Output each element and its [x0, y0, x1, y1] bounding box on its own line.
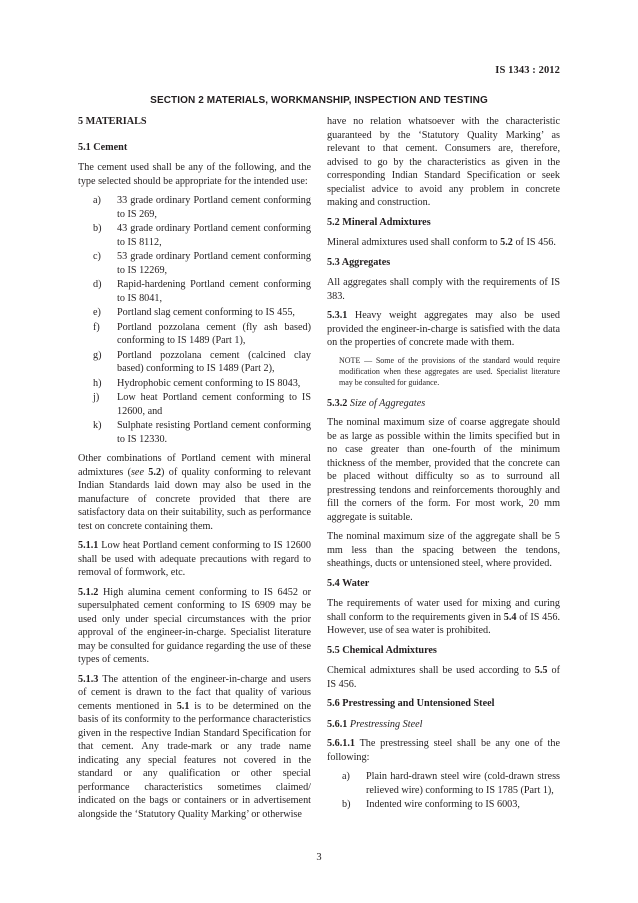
- paragraph-aggregates: All aggregates shall comply with the requirements of IS 383.: [327, 277, 560, 302]
- clause-5-3-1: 5.3.1 Heavy weight aggregates may also be used provided the engineer-in-charge is satisfied with the data on the properties of concrete made with them.: [327, 310, 560, 348]
- right-column: [327, 115, 560, 818]
- left-column: [78, 115, 311, 827]
- list-item: [78, 391, 311, 418]
- list-item-text: Hydrophobic cement conforming to IS 8043,: [117, 377, 301, 389]
- heading-cement: 5.1 Cement: [78, 141, 128, 153]
- list-item-text: 53 grade ordinary Portland cement conforming to IS 12269,: [117, 251, 311, 276]
- list-item: [78, 222, 311, 249]
- list-item-label: g): [93, 349, 102, 361]
- list-item-label: b): [342, 799, 351, 810]
- paragraph-chemical: Chemical admixtures shall be used according to 5.5 of IS 456.: [327, 665, 560, 690]
- list-item-label: h): [93, 377, 102, 389]
- cement-types-list: [78, 194, 311, 446]
- list-item-text: Indented wire conforming to IS 6003,: [366, 799, 520, 810]
- heading-aggregates: 5.3 Aggregates: [327, 256, 391, 268]
- list-item-text: 43 grade ordinary Portland cement conforming to IS 8112,: [117, 223, 311, 248]
- paragraph-other-combinations: Other combinations of Portland cement with mineral admixtures (see 5.2) of quality conforming to relevant Indian Standards laid down may also be used in the manufacture of concrete provided that there are satisfactory data on their suitability, such as performance test on concrete containing them.: [78, 453, 311, 532]
- page-number: 3: [316, 852, 322, 863]
- list-item-text: Portland slag cement conforming to IS 455,: [117, 307, 295, 318]
- list-item-text: Rapid-hardening Portland cement conforming to IS 8041,: [117, 279, 311, 304]
- note-heavy-aggregates: NOTE — Some of the provisions of the standard would require modification when these aggregates are used. Specialist literature may be consulted for guidance.: [339, 355, 560, 387]
- paragraph-water: The requirements of water used for mixing and curing shall conform to the requirements given in 5.4 of IS 456. However, use of sea water is prohibited.: [327, 598, 560, 636]
- list-item-label: a): [93, 195, 101, 206]
- list-item: [78, 194, 311, 221]
- list-item: [327, 770, 560, 797]
- section-title: SECTION 2 MATERIALS, WORKMANSHIP, INSPECTION AND TESTING: [150, 95, 488, 106]
- paragraph-size-2: The nominal maximum size of the aggregate shall be 5 mm less than the spacing between the tendons, sheathings, ducts or untensioned steel, where provided.: [327, 531, 560, 569]
- list-item: [78, 306, 311, 320]
- clause-5-1-2: 5.1.2 High alumina cement conforming to IS 6452 or supersulphated cement conforming to IS 6909 may be used only under special circumstances with the prior approval of the engineer-in-charge. Specialist literature may be consulted for guidance regarding the use of these types of cements.: [78, 586, 311, 665]
- paragraph-mineral: Mineral admixtures used shall conform to 5.2 of IS 456.: [327, 237, 556, 248]
- list-item-text: Portland pozzolana cement (calcined clay based) conforming to IS 1489 (Part 2),: [117, 349, 311, 374]
- list-item-text: Low heat Portland cement conforming to IS 12600, and: [117, 392, 311, 417]
- list-item-text: 33 grade ordinary Portland cement conforming to IS 269,: [117, 195, 311, 220]
- list-item: [327, 798, 560, 812]
- clause-5-6-1-1: 5.6.1.1 The prestressing steel shall be any one of the following:: [327, 738, 560, 763]
- clause-5-3-2-heading: 5.3.2 Size of Aggregates: [327, 397, 426, 409]
- list-item-text: Plain hard-drawn steel wire (cold-drawn stress relieved wire) conforming to IS 1785 (Part 1),: [366, 771, 560, 796]
- clause-5-6-1-heading: 5.6.1 Prestressing Steel: [327, 718, 423, 730]
- list-item-label: j): [93, 392, 100, 403]
- clause-5-1-1: 5.1.1 Low heat Portland cement conforming to IS 12600 shall be used with adequate precautions with regard to removal of formwork, etc.: [78, 540, 311, 578]
- list-item-text: Portland pozzolana cement (fly ash based) conforming to IS 1489 (Part 1),: [117, 321, 311, 346]
- list-item: [78, 321, 311, 348]
- list-item: [78, 419, 311, 446]
- list-item-label: e): [93, 307, 101, 318]
- list-item-label: b): [93, 223, 102, 234]
- list-item-label: c): [93, 251, 101, 262]
- heading-chemical-admixtures: 5.5 Chemical Admixtures: [327, 644, 437, 656]
- list-item-label: f): [93, 321, 100, 333]
- steel-types-list: [327, 770, 560, 812]
- list-item-text: Sulphate resisting Portland cement conforming to IS 12330.: [117, 420, 311, 445]
- list-item: [78, 377, 311, 391]
- list-item-label: d): [93, 279, 102, 290]
- list-item-label: a): [342, 771, 350, 782]
- paragraph-continuation: have no relation whatsoever with the characteristic guaranteed by the ‘Statutory Quality Marking’ as relevant to that cement. Consumers are, therefore, advised to go by the characteristics as given in the corresponding Indian Standard Specification or seek specialist advice to avoid any problem in concrete making and construction.: [327, 116, 560, 208]
- heading-mineral-admixtures: 5.2 Mineral Admixtures: [327, 216, 431, 228]
- list-item: [78, 349, 311, 376]
- clause-5-1-3: 5.1.3 The attention of the engineer-in-charge and users of cement is drawn to the fact that quality of various cements mentioned in 5.1 is to be determined on the basis of its conformity to the performance characteristics given in the respective Indian Standard Specification for that cement. Any trade-mark or any trade name indicating any special features not covered in the standard or any qualification or other special performance characteristics sometimes claimed/ indicated on the bags or containers or in advertisement alongside the ‘Statutory Quality Marking’ or otherwise: [78, 673, 312, 820]
- list-item: [78, 250, 311, 277]
- document-code: IS 1343 : 2012: [495, 65, 560, 76]
- heading-materials: 5 MATERIALS: [78, 116, 147, 127]
- list-item-label: k): [93, 420, 102, 431]
- heading-prestressing-steel: 5.6 Prestressing and Untensioned Steel: [327, 698, 495, 709]
- paragraph-size-1: The nominal maximum size of coarse aggregate should be as large as possible within the limits specified but in no case greater than one-fourth of the minimum thickness of the member, provided that the concrete can be placed without difficulty so as to surround all prestressing tendons and reinforcements thoroughly and fill the corners of the form. For most work, 20 mm aggregate is suitable.: [327, 417, 560, 523]
- heading-water: 5.4 Water: [327, 577, 370, 589]
- paragraph-cement-intro: The cement used shall be any of the following, and the type selected should be appropriate for the intended use:: [78, 162, 311, 187]
- list-item: [78, 278, 311, 305]
